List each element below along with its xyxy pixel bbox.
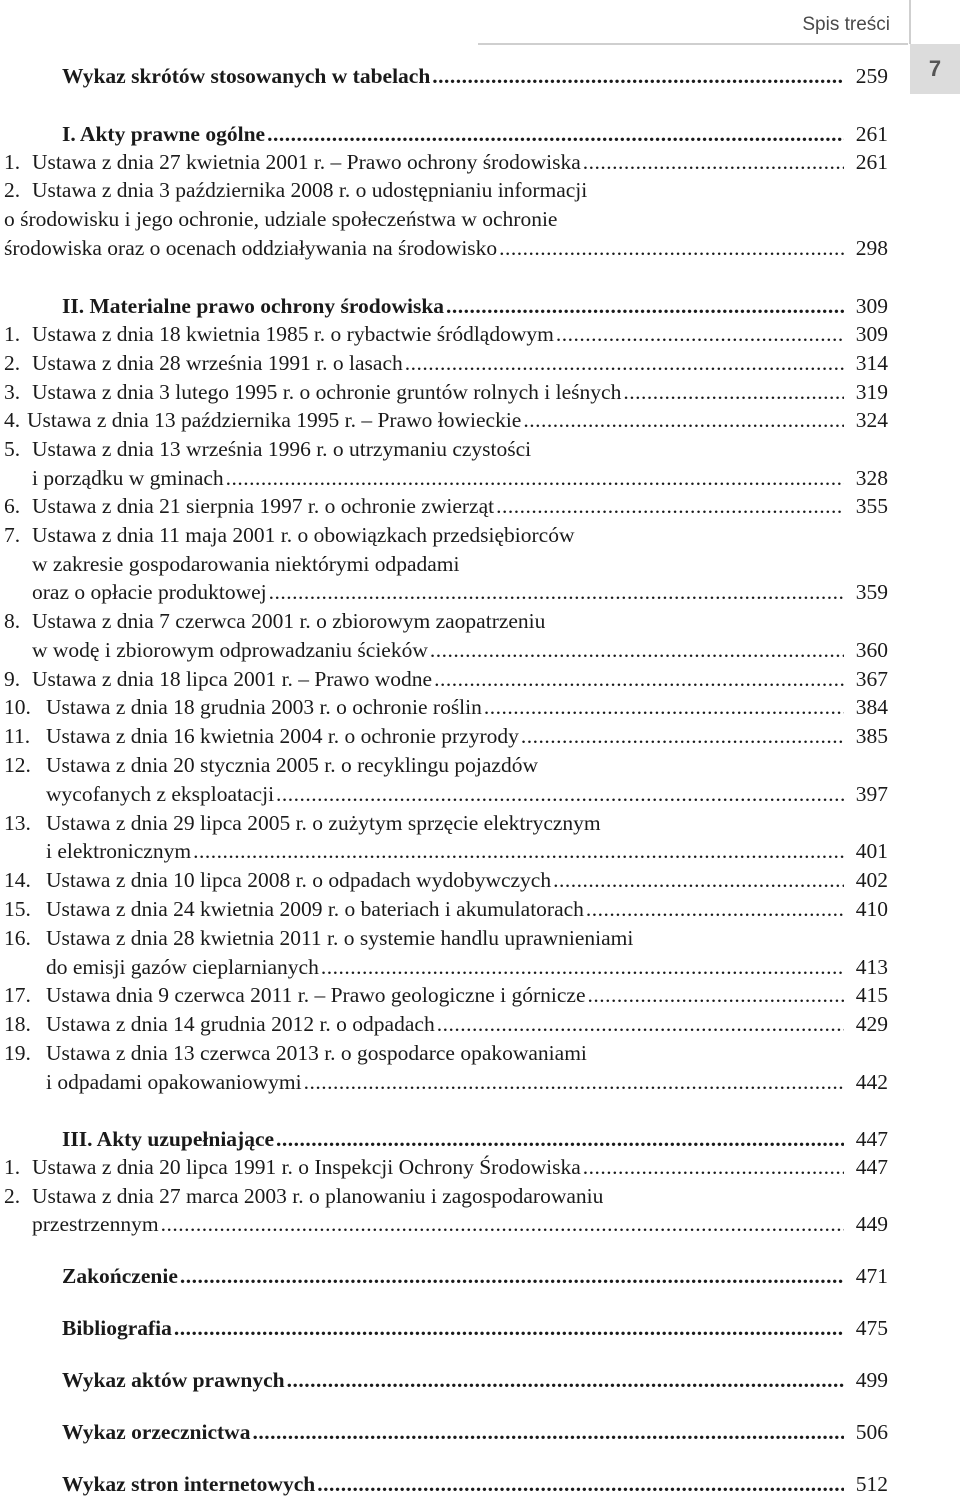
dot-leader (317, 1470, 844, 1498)
toc-entry-title: Ustawa z dnia 18 grudnia 2003 r. o ochronie roślin (46, 695, 482, 719)
toc-entry (0, 1182, 900, 1210)
toc-entry (0, 895, 888, 923)
toc-entry-number: 14. (4, 868, 31, 892)
toc-entry (0, 320, 888, 348)
toc-entry-title: Ustawa z dnia 13 września 1996 r. o utrzymaniu czystości (32, 437, 532, 461)
toc-entry-page: 442 (855, 1070, 888, 1094)
dot-leader (321, 953, 844, 981)
toc-entry (0, 205, 900, 233)
toc-entry (0, 550, 900, 578)
toc-entry-number: 18. (4, 1012, 31, 1036)
toc-entry (0, 120, 888, 148)
toc-entry-title: do emisji gazów cieplarnianych (46, 955, 319, 979)
toc-entry-title: I. Akty prawne ogólne (62, 122, 266, 146)
toc-entry-page: 429 (855, 1012, 888, 1036)
header-rule-vertical (909, 0, 911, 44)
toc-entry-title: III. Akty uzupełniające (62, 1127, 275, 1151)
toc-entry-title: oraz o opłacie produktowej (32, 580, 267, 604)
toc-entry (0, 176, 900, 204)
toc-entry-page: 397 (855, 782, 888, 806)
toc-entry-page: 261 (855, 150, 888, 174)
toc-entry-page: 309 (855, 294, 888, 318)
toc-entry-number: 12. (4, 753, 31, 777)
toc-entry-number: 17. (4, 983, 31, 1007)
toc-entry-title: Ustawa z dnia 18 lipca 2001 r. – Prawo wodne (32, 667, 433, 691)
toc-entry (0, 578, 888, 606)
toc-entry-title: w zakresie gospodarowania niektórymi odpadami (32, 552, 460, 576)
toc-entry-page: 360 (855, 638, 888, 662)
toc-entry-page: 259 (855, 64, 888, 88)
toc-entry-number: 2. (4, 351, 21, 375)
toc-entry-title: i porządku w gminach (32, 466, 224, 490)
toc-entry-number: 2. (4, 1184, 21, 1208)
toc-entry-title: Wykaz orzecznictwa (62, 1420, 251, 1444)
toc-entry (0, 607, 900, 635)
toc-entry-title: Ustawa z dnia 13 października 1995 r. – Prawo łowieckie (27, 408, 522, 432)
toc-entry-title: Ustawa z dnia 21 sierpnia 1997 r. o ochronie zwierząt (32, 494, 495, 518)
toc-entry (0, 1153, 888, 1181)
toc-entry-number: 1. (4, 322, 21, 346)
toc-entry-page: 309 (855, 322, 888, 346)
dot-leader (437, 1010, 844, 1038)
toc-entry (0, 809, 900, 837)
toc-entry-title: Ustawa z dnia 18 kwietnia 1985 r. o rybactwie śródlądowym (32, 322, 554, 346)
dot-leader (556, 320, 844, 348)
toc-entry (0, 349, 888, 377)
toc-entry (0, 521, 900, 549)
toc-entry (0, 1262, 888, 1290)
toc-entry (0, 1210, 888, 1238)
dot-leader (180, 1262, 844, 1290)
toc-entry (0, 148, 888, 176)
toc-entry-page: 449 (855, 1212, 888, 1236)
dot-leader (499, 234, 844, 262)
toc-entry (0, 1039, 900, 1067)
toc-entry-title: środowiska oraz o ocenach oddziaływania na środowisko (4, 236, 498, 260)
toc-entry-page: 314 (855, 351, 888, 375)
toc-entry-title: Ustawa z dnia 20 lipca 1991 r. o Inspekcji Ochrony Środowiska (32, 1155, 581, 1179)
dot-leader (276, 780, 844, 808)
toc-entry-page: 475 (855, 1316, 888, 1340)
toc-entry (0, 837, 888, 865)
dot-leader (405, 349, 844, 377)
toc-entry (0, 953, 888, 981)
toc-entry-number: 15. (4, 897, 31, 921)
dot-leader (446, 292, 844, 320)
dot-leader (304, 1068, 844, 1096)
toc-entry (0, 1125, 888, 1153)
toc-entry-number: 3. (4, 380, 21, 404)
dot-leader (276, 1125, 844, 1153)
dot-leader (586, 895, 844, 923)
toc-entry-number: 4. (4, 408, 21, 432)
dot-leader (553, 866, 844, 894)
toc-entry-page: 328 (855, 466, 888, 490)
dot-leader (521, 722, 844, 750)
toc-entry (0, 1366, 888, 1394)
toc-entry-title: Wykaz stron internetowych (62, 1472, 316, 1496)
dot-leader (583, 1153, 844, 1181)
toc-entry-page: 355 (855, 494, 888, 518)
toc-entry-page: 415 (855, 983, 888, 1007)
toc-entry-title: w wodę i zbiorowym odprowadzaniu ścieków (32, 638, 428, 662)
toc-entry-title: przestrzennym (32, 1212, 159, 1236)
toc-entry-page: 402 (855, 868, 888, 892)
toc-entry (0, 1418, 888, 1446)
dot-leader (587, 981, 844, 1009)
toc-entry (0, 722, 888, 750)
toc-entry-page: 384 (855, 695, 888, 719)
toc-entry (0, 464, 888, 492)
toc-entry-number: 5. (4, 437, 21, 461)
page-number-tab: 7 (910, 44, 960, 94)
toc-entry (0, 378, 888, 406)
dot-leader (434, 665, 844, 693)
toc-entry (0, 924, 900, 952)
toc-entry (0, 866, 888, 894)
toc-entry-number: 1. (4, 150, 21, 174)
toc-entry-page: 401 (855, 839, 888, 863)
toc-entry-title: Ustawa z dnia 11 maja 2001 r. o obowiązkach przedsiębiorców (32, 523, 575, 547)
toc-entry (0, 406, 888, 434)
toc-entry-number: 11. (4, 724, 31, 748)
toc-entry (0, 492, 888, 520)
dot-leader (583, 148, 844, 176)
toc-entry-page: 367 (855, 667, 888, 691)
running-header-title: Spis treści (802, 14, 890, 35)
toc-entry-page: 447 (855, 1127, 888, 1151)
dot-leader (174, 1314, 844, 1342)
toc-entry-number: 16. (4, 926, 31, 950)
toc-entry-title: Ustawa z dnia 16 kwietnia 2004 r. o ochronie przyrody (46, 724, 519, 748)
toc-entry-page: 359 (855, 580, 888, 604)
dot-leader (269, 578, 844, 606)
toc-entry-page: 499 (855, 1368, 888, 1392)
toc-entry-page: 512 (855, 1472, 888, 1496)
toc-entry-title: Ustawa z dnia 3 lutego 1995 r. o ochronie gruntów rolnych i leśnych (32, 380, 622, 404)
toc-entry-title: i odpadami opakowaniowymi (46, 1070, 302, 1094)
dot-leader (193, 837, 844, 865)
dot-leader (432, 62, 844, 90)
toc-entry (0, 665, 888, 693)
toc-entry-page: 447 (855, 1155, 888, 1179)
toc-entry (0, 636, 888, 664)
toc-entry-title: i elektronicznym (46, 839, 192, 863)
toc-entry-title: Ustawa z dnia 28 września 1991 r. o lasach (32, 351, 403, 375)
toc-entry-number: 9. (4, 667, 21, 691)
toc-entry-number: 1. (4, 1155, 21, 1179)
toc-entry-title: Ustawa z dnia 29 lipca 2005 r. o zużytym sprzęcie elektrycznym (46, 811, 601, 835)
toc-entry (0, 292, 888, 320)
dot-leader (623, 378, 844, 406)
toc-entry-title: wycofanych z eksploatacji (46, 782, 275, 806)
dot-leader (161, 1210, 844, 1238)
toc-entry-title: Ustawa z dnia 13 czerwca 2013 r. o gospodarce opakowaniami (46, 1041, 587, 1065)
toc-entry (0, 1010, 888, 1038)
dot-leader (226, 464, 844, 492)
toc-entry-page: 410 (855, 897, 888, 921)
toc-entry (0, 234, 888, 262)
toc-entry-page: 385 (855, 724, 888, 748)
toc-entry (0, 780, 888, 808)
dot-leader (523, 406, 844, 434)
toc-entry-title: Ustawa z dnia 10 lipca 2008 r. o odpadach wydobywczych (46, 868, 552, 892)
toc-entry-title: Ustawa z dnia 14 grudnia 2012 r. o odpadach (46, 1012, 435, 1036)
toc-entry-number: 10. (4, 695, 31, 719)
toc-entry-page: 471 (855, 1264, 888, 1288)
toc-entry-title: o środowisku i jego ochronie, udziale społeczeństwa w ochronie (4, 207, 558, 231)
toc-entry-title: Ustawa z dnia 28 kwietnia 2011 r. o systemie handlu uprawnieniami (46, 926, 634, 950)
toc-entry-page: 298 (855, 236, 888, 260)
dot-leader (287, 1366, 844, 1394)
toc-entry-number: 6. (4, 494, 21, 518)
toc-entry (0, 1314, 888, 1342)
dot-leader (484, 693, 844, 721)
toc-entry-title: Ustawa z dnia 27 marca 2003 r. o planowaniu i zagospodarowaniu (32, 1184, 604, 1208)
toc-entry-number: 13. (4, 811, 31, 835)
toc-entry-page: 413 (855, 955, 888, 979)
toc-entry-title: Zakończenie (62, 1264, 178, 1288)
toc-entry-title: Ustawa z dnia 20 stycznia 2005 r. o recyklingu pojazdów (46, 753, 538, 777)
toc-entry-number: 2. (4, 178, 21, 202)
toc-entry-title: Wykaz skrótów stosowanych w tabelach (62, 64, 431, 88)
toc-entry-title: Ustawa z dnia 27 kwietnia 2001 r. – Prawo ochrony środowiska (32, 150, 581, 174)
toc-entry-page: 261 (855, 122, 888, 146)
toc-entry-number: 7. (4, 523, 21, 547)
toc-entry-title: Wykaz aktów prawnych (62, 1368, 285, 1392)
toc-entry (0, 435, 900, 463)
toc-entry-title: Ustawa z dnia 3 października 2008 r. o udostępnianiu informacji (32, 178, 588, 202)
toc-entry-number: 8. (4, 609, 21, 633)
toc-entry (0, 981, 888, 1009)
toc-entry (0, 1068, 888, 1096)
dot-leader (252, 1418, 844, 1446)
toc-entry (0, 1470, 888, 1498)
dot-leader (267, 120, 844, 148)
toc-entry (0, 693, 888, 721)
toc-entry-title: Ustawa z dnia 24 kwietnia 2009 r. o bateriach i akumulatorach (46, 897, 584, 921)
toc-entry-title: Bibliografia (62, 1316, 172, 1340)
header-rule (478, 43, 908, 45)
toc-entry-page: 324 (855, 408, 888, 432)
toc-entry-page: 506 (855, 1420, 888, 1444)
toc-entry-title: Ustawa dnia 9 czerwca 2011 r. – Prawo geologiczne i górnicze (46, 983, 586, 1007)
toc-entry (0, 751, 900, 779)
toc-entry (0, 62, 888, 90)
dot-leader (496, 492, 844, 520)
toc-entry-page: 319 (855, 380, 888, 404)
dot-leader (430, 636, 844, 664)
toc-entry-number: 19. (4, 1041, 31, 1065)
toc-entry-title: II. Materialne prawo ochrony środowiska (62, 294, 445, 318)
toc-entry-title: Ustawa z dnia 7 czerwca 2001 r. o zbiorowym zaopatrzeniu (32, 609, 546, 633)
